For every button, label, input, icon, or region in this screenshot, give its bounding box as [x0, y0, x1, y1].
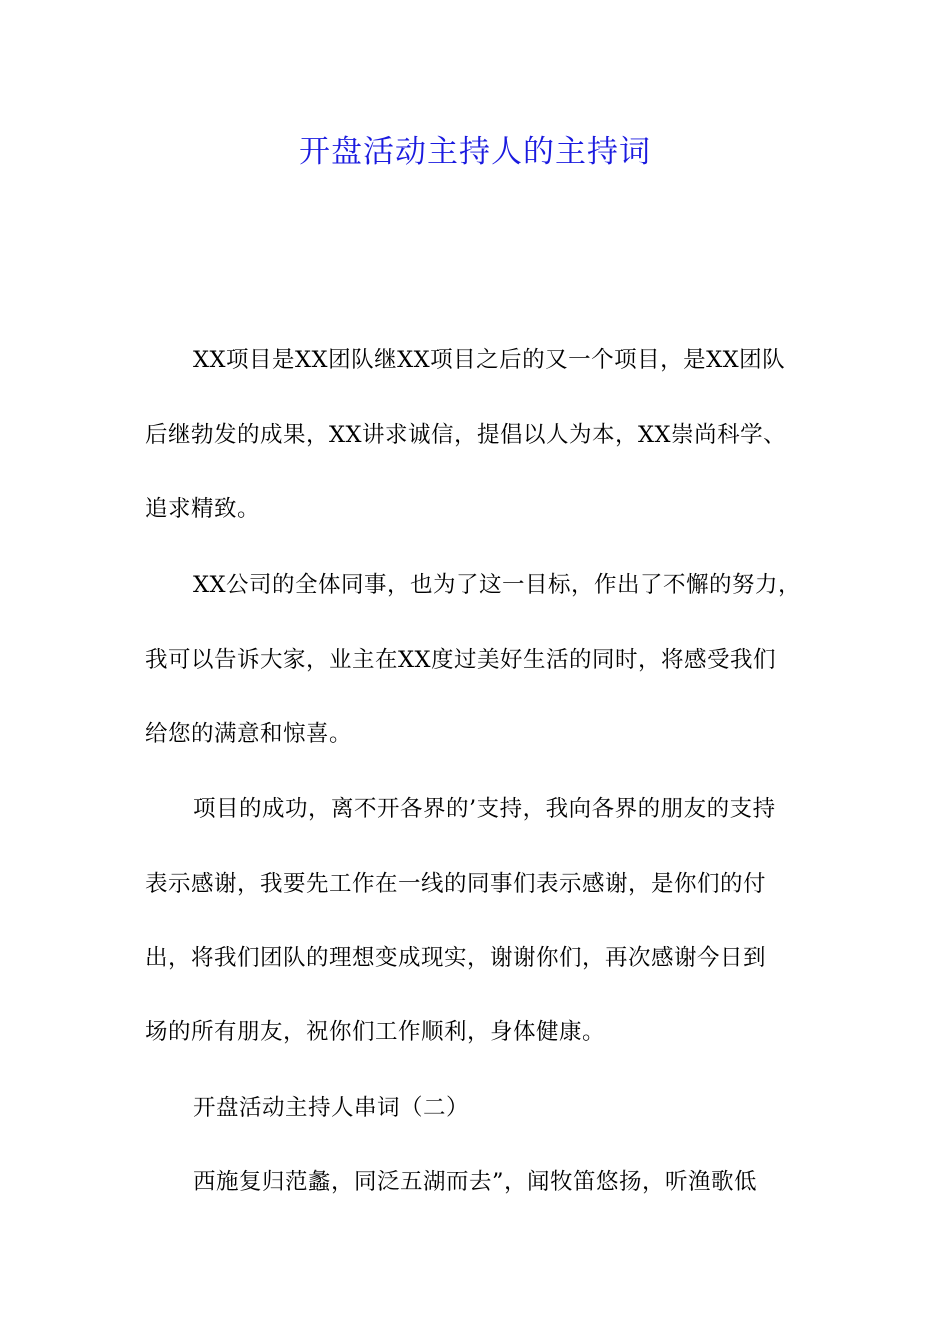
- section-heading: 开盘活动主持人串词（二）: [193, 1095, 470, 1121]
- document-title: 开盘活动主持人的主持词: [299, 134, 651, 170]
- paragraph-3-line-2: 表示感谢，我要先工作在一线的同事们表示感谢，是你们的付: [145, 871, 767, 897]
- paragraph-2-line-1: XX公司的全体同事，也为了这一目标，作出了不懈的努力，: [193, 572, 802, 598]
- paragraph-3-line-1: 项目的成功，离不开各界的’支持，我向各界的朋友的支持: [193, 796, 776, 822]
- paragraph-1-line-2: 后继勃发的成果，XX讲求诚信，提倡以人为本，XX崇尚科学、: [145, 422, 787, 448]
- paragraph-3-line-3: 出，将我们团队的理想变成现实，谢谢你们，再次感谢今日到: [145, 945, 767, 971]
- paragraph-2-line-3: 给您的满意和惊喜。: [145, 721, 353, 747]
- paragraph-1-line-3: 追求精致。: [145, 496, 261, 522]
- paragraph-1-line-1: XX项目是XX团队继XX项目之后的又一个项目，是XX团队: [193, 347, 786, 373]
- paragraph-4-line-1: 西施复归范蠡，同泛五湖而去”，闻牧笛悠扬，听渔歌低: [193, 1169, 758, 1195]
- paragraph-2-line-2: 我可以告诉大家，业主在XX度过美好生活的同时，将感受我们: [145, 647, 777, 673]
- paragraph-3-line-4: 场的所有朋友，祝你们工作顺利，身体健康。: [145, 1019, 606, 1045]
